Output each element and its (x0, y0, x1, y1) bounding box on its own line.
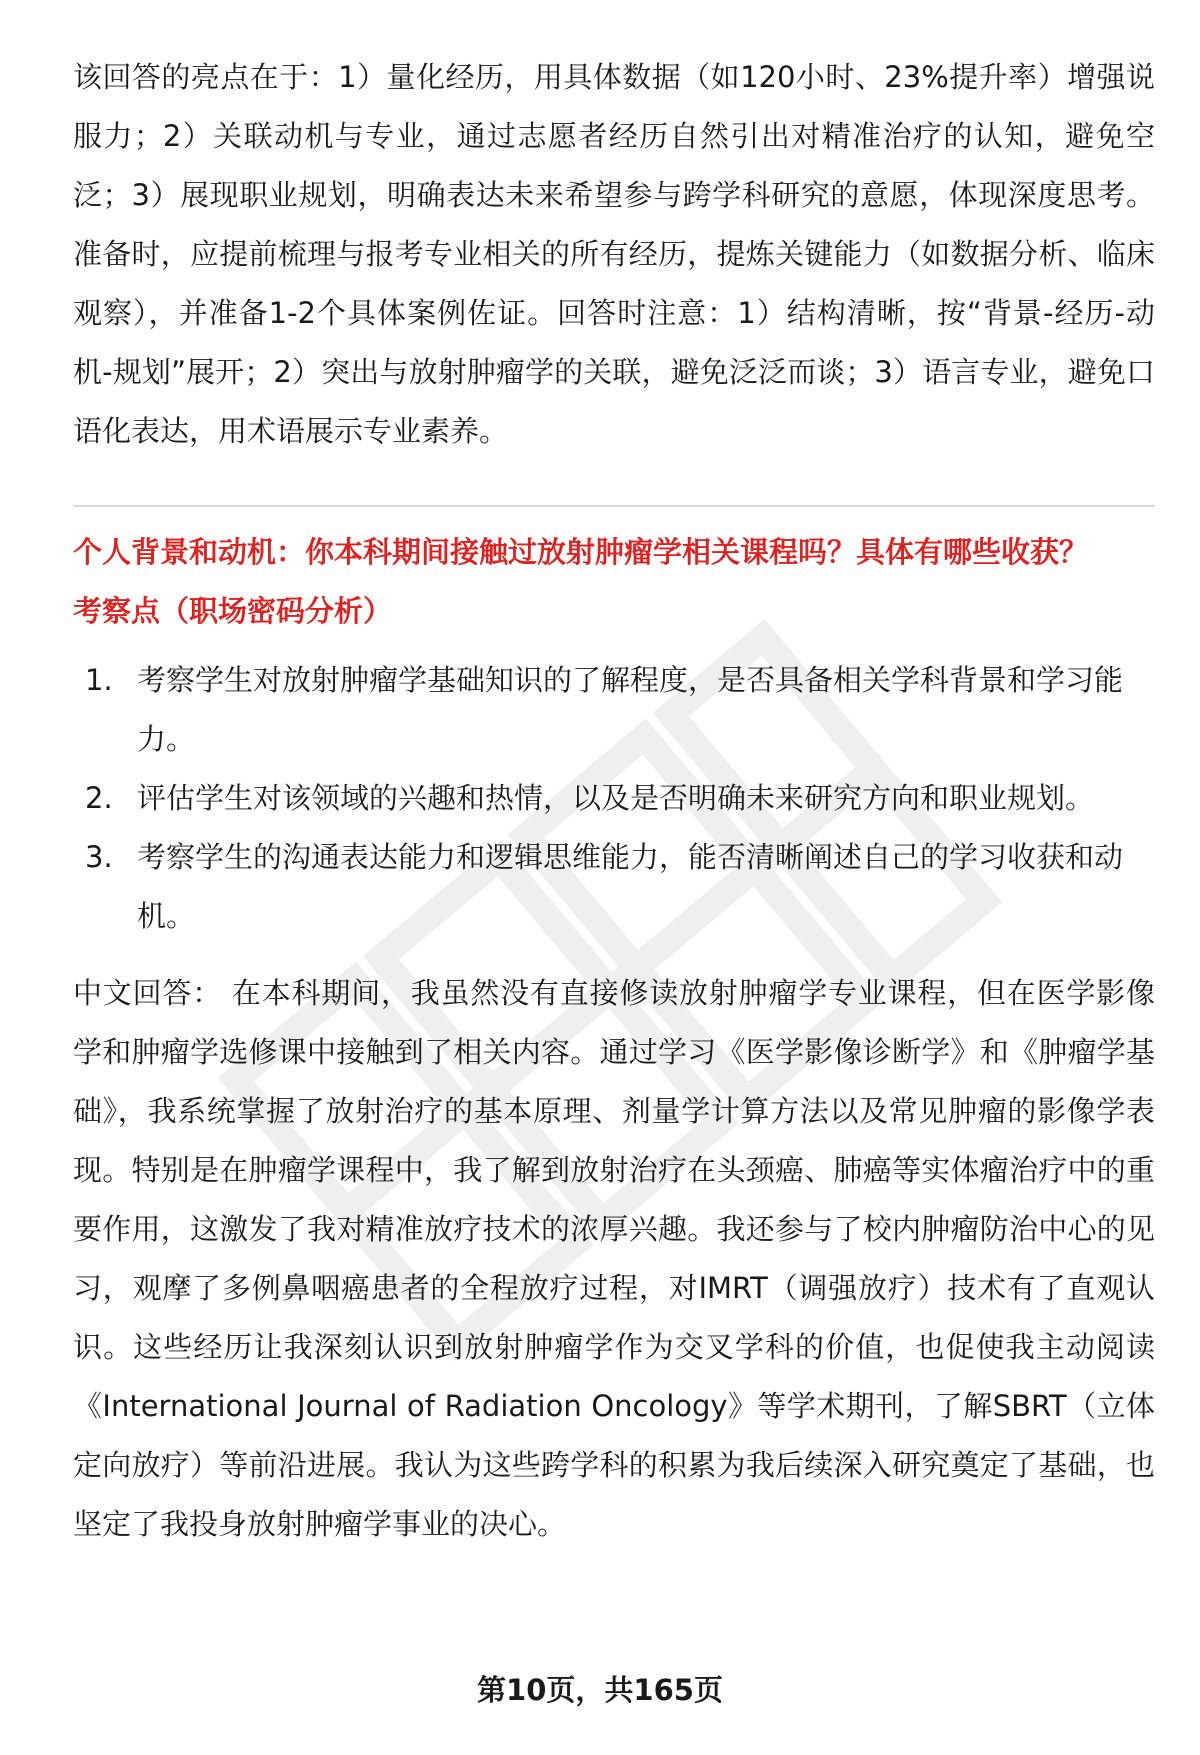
interview-question: 个人背景和动机：你本科期间接触过放射肿瘤学相关课程吗？具体有哪些收获？ (73, 535, 1089, 569)
list-item (73, 769, 1155, 828)
section-divider (73, 505, 1155, 507)
list-item-text: 评估学生对该领域的兴趣和热情，以及是否明确未来研究方向和职业规划。 (137, 781, 1095, 815)
assessment-points-list (73, 651, 1155, 946)
list-item-text: 考察学生的沟通表达能力和逻辑思维能力，能否清晰阐述自己的学习收获和动机。 (137, 840, 1124, 933)
assessment-points-heading: 考察点（职场密码分析） (73, 594, 393, 628)
page-number-footer: 第10页，共165页 (477, 1673, 723, 1707)
answer-paragraph: 中文回答： 在本科期间，我虽然没有直接修读放射肿瘤学专业课程，但在医学影像学和肿瘤学选修课中接触到了相关内容。通过学习《医学影像诊断学》和《肿瘤学基础》，我系统掌握了放射治疗的基本原理、剂量学计算方法以及常见肿瘤的影像学表现。特别是在肿瘤学课程中，我了解到放射治疗在头颈癌、肺癌等实体瘤治疗中的重要作用，这激发了我对精准放疗技术的浓厚兴趣。我还参与了校内肿瘤防治中心的见习，观摩了多例鼻咽癌患者的全程放疗过程，对IMRT（调强放疗）技术有了直观认识。这些经历让我深刻认识到放射肿瘤学作为交叉学科的价值，也促使我主动阅读《International Journal of Radiation Oncology》等学术期刊，了解SBRT（立体定向放疗）等前沿进展。我认为这些跨学科的积累为我后续深入研究奠定了基础，也坚定了我投身放射肿瘤学事业的决心。 (73, 976, 1155, 1541)
list-item-number: 3. (85, 840, 113, 874)
intro-paragraph: 该回答的亮点在于：1）量化经历，用具体数据（如120小时、23%提升率）增强说服力；2）关联动机与专业，通过志愿者经历自然引出对精准治疗的认知，避免空泛；3）展现职业规划，明确表达未来希望参与跨学科研究的意愿，体现深度思考。准备时，应提前梳理与报考专业相关的所有经历，提炼关键能力（如数据分析、临床观察），并准备1-2个具体案例佐证。回答时注意：1）结构清晰，按“背景-经历-动机-规划”展开；2）突出与放射肿瘤学的关联，避免泛泛而谈；3）语言专业，避免口语化表达，用术语展示专业素养。 (73, 60, 1155, 448)
document-page (73, 48, 1155, 1554)
list-item (73, 828, 1155, 946)
list-item (73, 651, 1155, 769)
list-item-number: 1. (85, 663, 113, 697)
list-item-number: 2. (85, 781, 113, 815)
list-item-text: 考察学生对放射肿瘤学基础知识的了解程度，是否具备相关学科背景和学习能力。 (137, 663, 1124, 756)
